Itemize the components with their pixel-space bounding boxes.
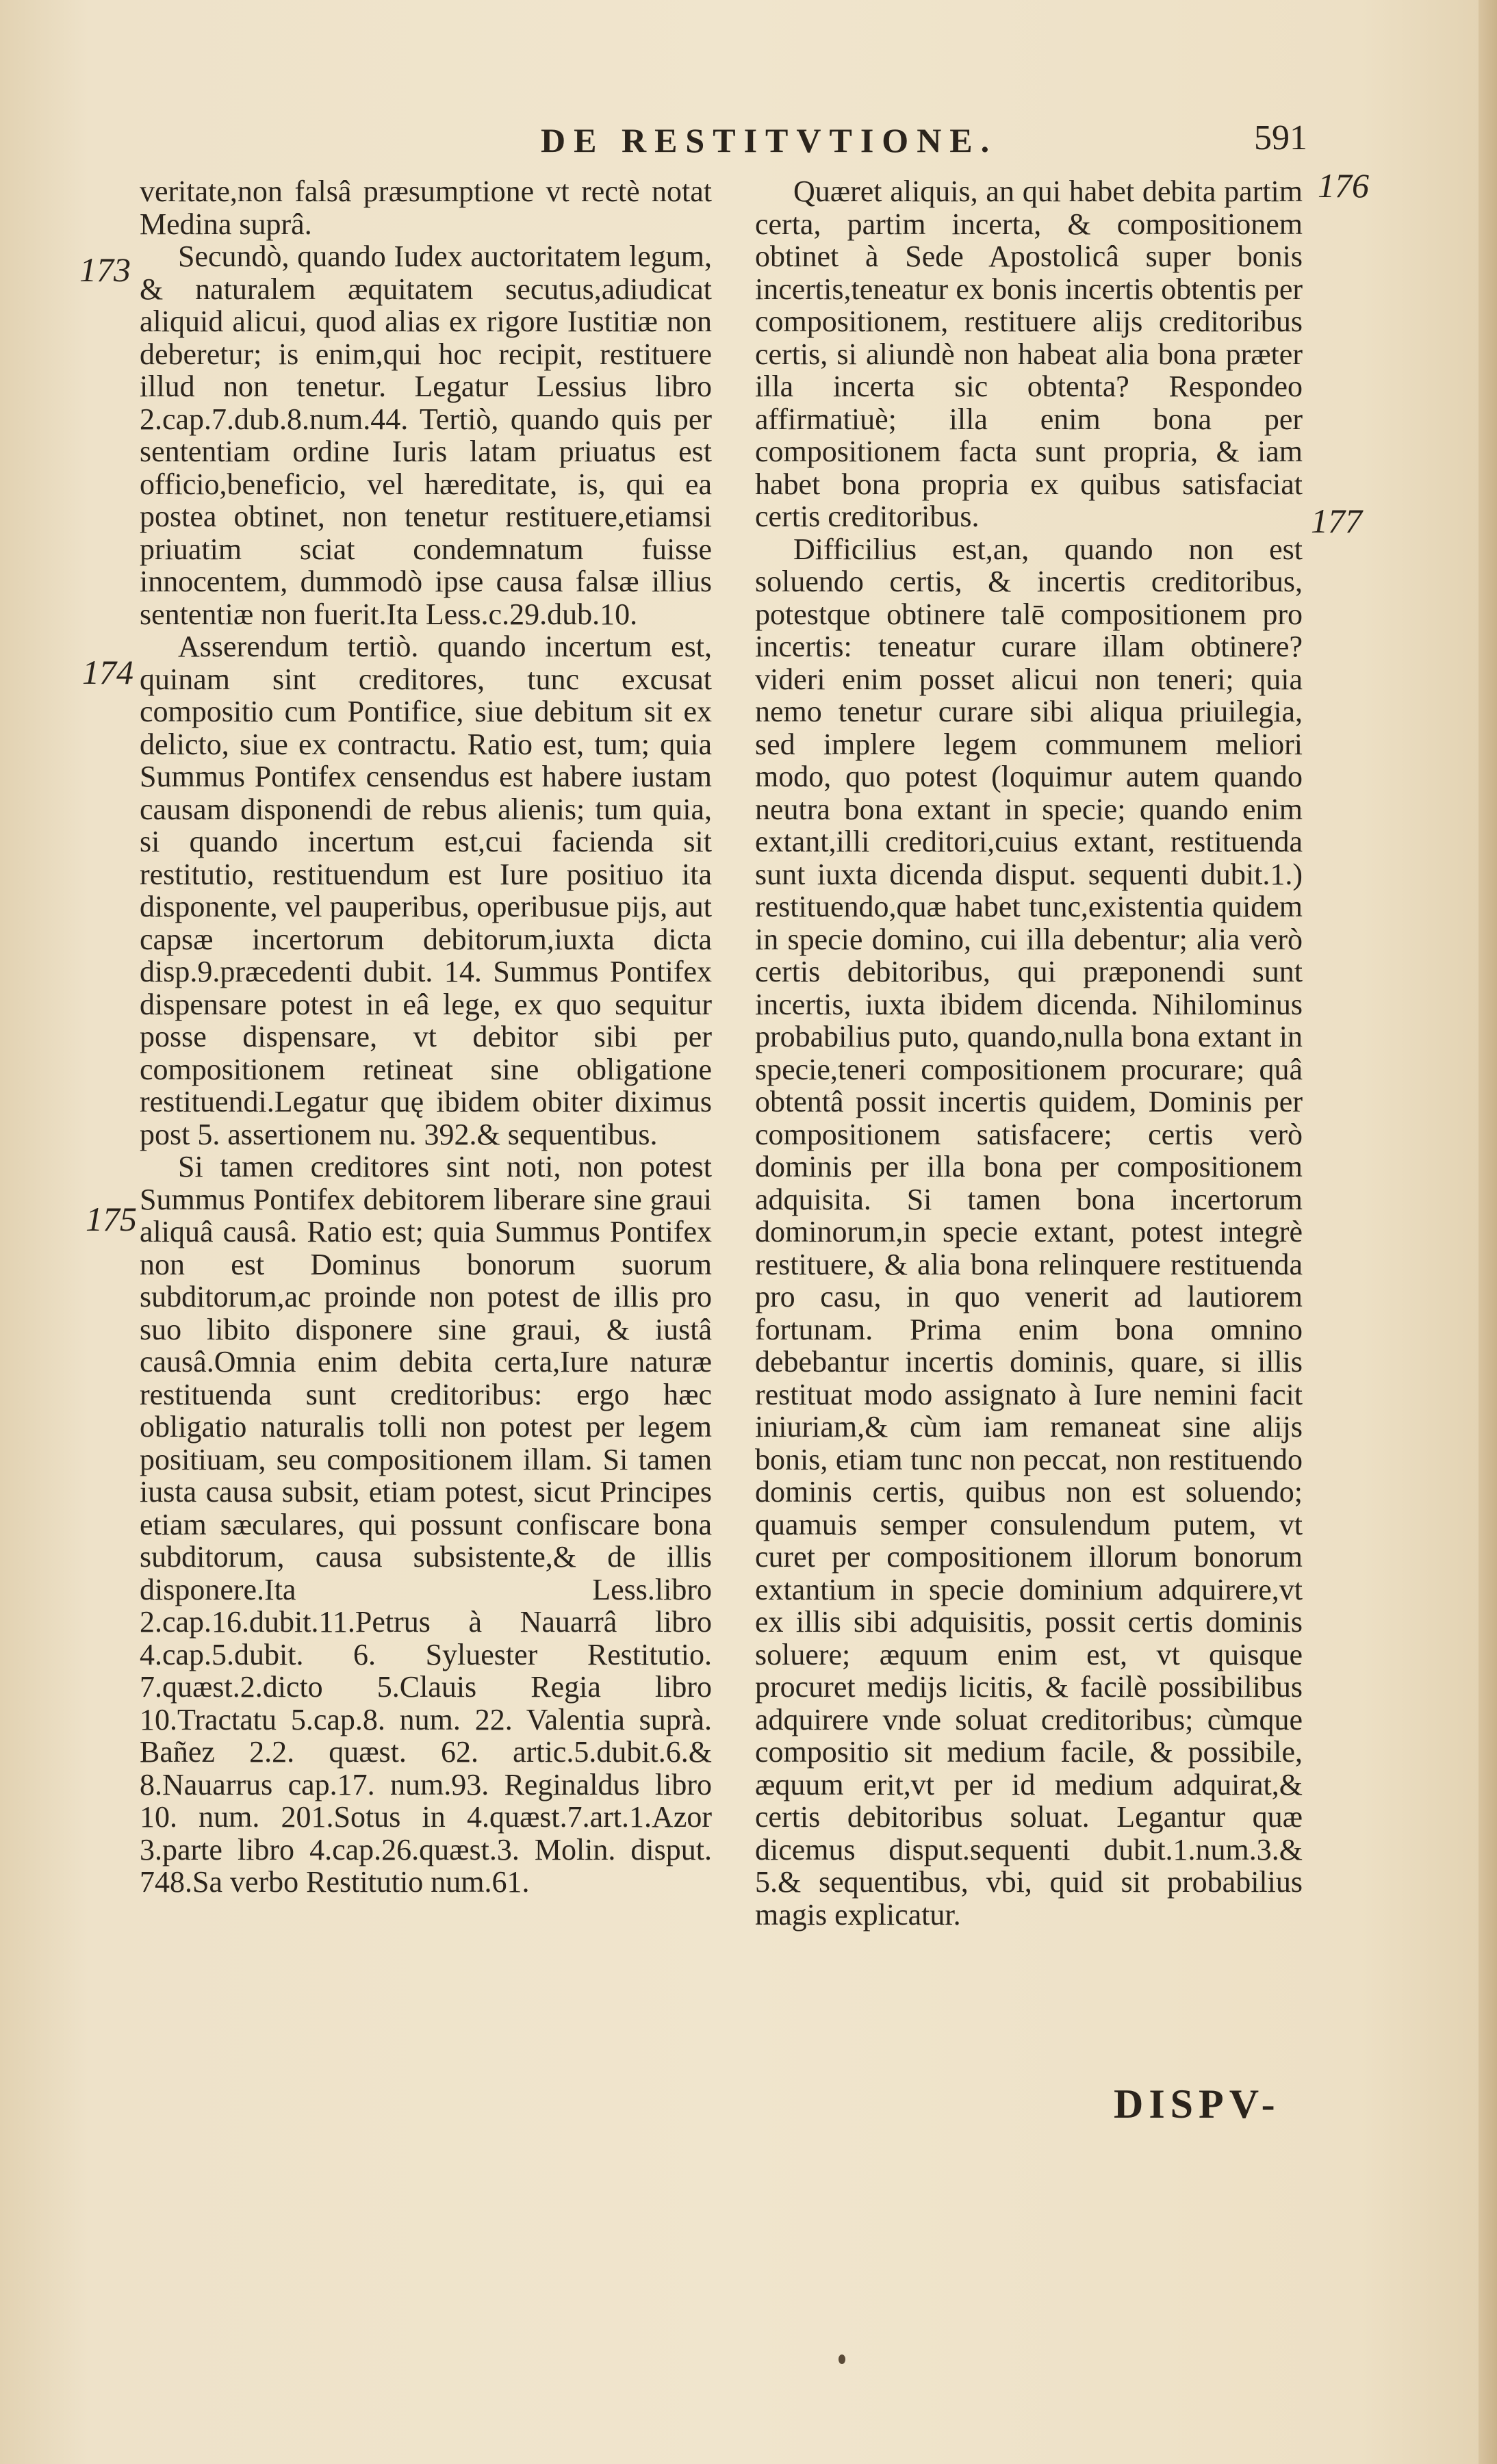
page-number: 591 — [1254, 118, 1307, 157]
running-header-title: DE RESTITVTIONE. — [541, 121, 998, 159]
page-edge — [1479, 0, 1497, 2464]
left-text-column — [140, 175, 712, 1899]
catchword: DISPV- — [1114, 2081, 1281, 2127]
ink-spot — [839, 2354, 845, 2364]
margin-number: 176 — [1318, 166, 1369, 205]
paragraph: Quæret aliquis, an qui habet debita partim certa, partim incerta, & compositionem obtinet à Sede Apostolicâ super bonis incertis,teneatur ex bonis incertis obtentis per compositionem, restituere alijs creditoribus certis, si aliundè non habeat alia bona præter illa incerta sic obtenta? Respondeo affirmatiuè; illa enim bona per compositionem facta sunt propria, & iam habet bona propria ex quibus satisfaciat certis creditoribus. — [755, 175, 1303, 533]
margin-number: 174 — [82, 653, 133, 691]
margin-number: 177 — [1311, 502, 1362, 540]
paragraph: Secundò, quando Iudex auctoritatem legum, & naturalem æquitatem secutus,adiudicat aliquid alicui, quod alias ex rigore Iustitiæ non deberetur; is enim,qui hoc recipit, restituere illud non tenetur. Legatur Lessius libro 2.cap.7.dub.8.num.44. Tertiò, quando quis per sententiam ordine Iuris latam priuatus est officio,beneficio, vel hæreditate, is, qui ea postea obtinet, non tenetur restituere,etiamsi priuatim sciat condemnatum fuisse innocentem, dummodò ipse causa falsæ illius sententiæ non fuerit.Ita Less.c.29.dub.10. — [140, 240, 712, 631]
paragraph: Si tamen creditores sint noti, non potest Summus Pontifex debitorem liberare sine graui aliquâ causâ. Ratio est; quia Summus Pontifex non est Dominus bonorum suorum subditorum,ac proinde non potest de illis pro suo libito disponere sine graui, & iustâ causâ.Omnia enim debita certa,Iure naturæ restituenda sunt creditoribus: ergo hæc obligatio naturalis tolli non potest per legem positiuam, seu compositionem illam. Si tamen iusta causa subsit, etiam potest, sicut Principes etiam sæculares, qui possunt confiscare bona subditorum, causa subsistente,& de illis disponere.Ita Less.libro 2.cap.16.dubit.11.Petrus à Nauarrâ libro 4.cap.5.dubit. 6. Syluester Restitutio. 7.quæst.2.dicto 5.Clauis Regia libro 10.Tractatu 5.cap.8. num. 22. Valentia suprà. Bañez 2.2. quæst. 62. artic.5.dubit.6.& 8.Nauarrus cap.17. num.93. Reginaldus libro 10. num. 201.Sotus in 4.quæst.7.art.1.Azor 3.parte libro 4.cap.26.quæst.3. Molin. disput. 748.Sa verbo Restitutio num.61. — [140, 1150, 712, 1899]
paragraph: Asserendum tertiò. quando incertum est, quinam sint creditores, tunc excusat compositio cum Pontifice, siue debitum sit ex delicto, siue ex contractu. Ratio est, tum; quia Summus Pontifex censendus est habere iustam causam disponendi de rebus alienis; tum quia, si quando incertum est,cui facienda sit restitutio, restituendum est Iure positiuo ita disponente, vel pauperibus, operibusue pijs, aut capsæ incertorum debitorum,iuxta dicta disp.9.præcedenti dubit. 14. Summus Pontifex dispensare potest in eâ lege, ex quo sequitur posse dispensare, vt debitor sibi per compositionem retineat sine obligatione restituendi.Legatur quę ibidem obiter diximus post 5. assertionem nu. 392.& sequentibus. — [140, 630, 712, 1151]
right-text-column — [755, 175, 1303, 1931]
paragraph: veritate,non falsâ præsumptione vt rectè notat Medina suprâ. — [140, 175, 712, 241]
margin-number: 173 — [79, 251, 131, 289]
margin-number: 175 — [86, 1200, 137, 1238]
paragraph: Difficilius est,an, quando non est soluendo certis, & incertis creditoribus, potestque obtinere talē compositionem pro incertis: teneatur curare illam obtinere? videri enim posset alicui non teneri; quia nemo tenetur curare sibi aliqua priuilegia, sed implere legem communem meliori modo, quo potest (loquimur autem quando neutra bona extant in specie; quando enim extant,illi creditori,cuius extant, restituenda sunt iuxta dicenda disput. sequenti dubit.1.) restituendo,quæ habet tunc,existentia quidem in specie domino, cui illa debentur; alia verò certis debitoribus, qui præponendi sunt incertis, iuxta ibidem dicenda. Nihilominus probabilius puto, quando,nulla bona extant in specie,teneri compositionem procurare; quâ obtentâ possit incertis quidem, Dominis per compositionem satisfacere; certis verò dominis per illa bona per compositionem adquisita. Si tamen bona incertorum dominorum,in specie extant, potest integrè restituere, & alia bona relinquere restituenda pro casu, in quo venerit ad lautiorem fortunam. Prima enim bona omnino debebantur incertis dominis, quare, si illis restituat modo assignato à Iure nemini facit iniuriam,& cùm iam remaneat sine alijs bonis, etiam tunc non peccat, non restituendo dominis certis, quibus non est soluendo; quamuis semper consulendum putem, vt curet per compositionem illorum bonorum extantium in specie dominium adquirere,vt ex illis sibi adquisitis, possit certis dominis soluere; æquum enim est, vt quisque procuret medijs licitis, & facilè possibilibus adquirere vnde soluat creditoribus; cùmque compositio sit medium facile, & possibile, æquum erit,vt per id medium adquirat,& certis debitoribus soluat. Legantur quæ dicemus disput.sequenti dubit.1.num.3.& 5.& sequentibus, vbi, quid sit probabilius magis explicatur. — [755, 532, 1303, 1932]
